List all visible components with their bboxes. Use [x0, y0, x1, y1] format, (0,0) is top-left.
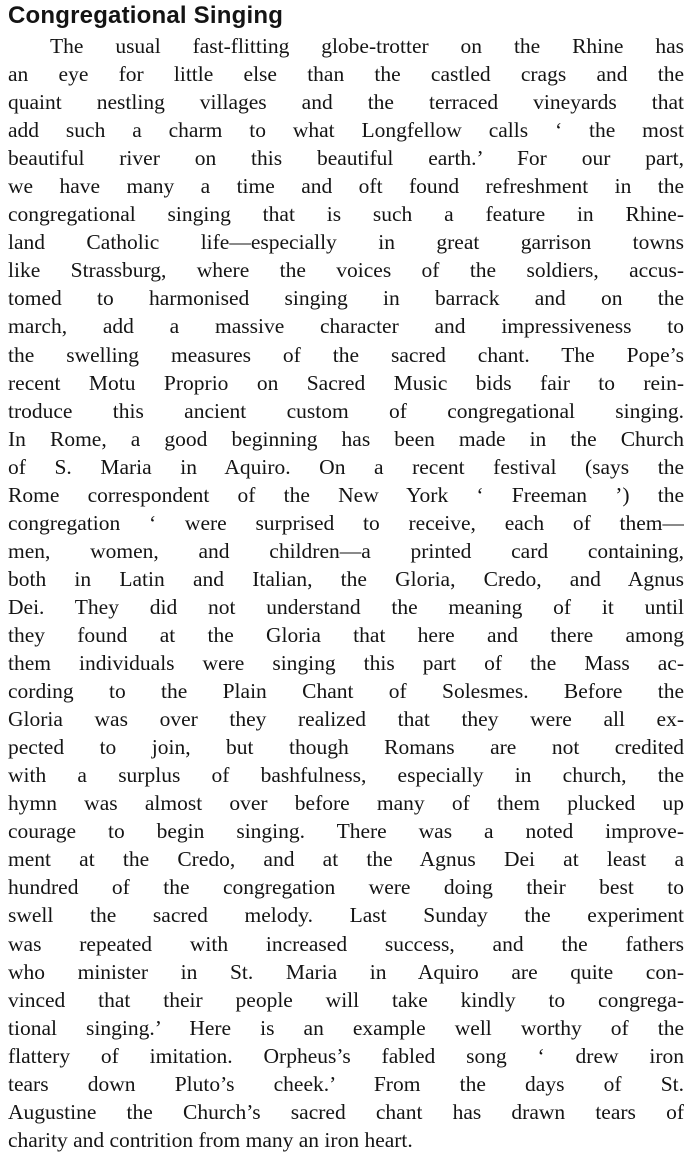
text-line: men, women, and children—a printed card containing, [8, 538, 684, 563]
text-line: was repeated with increased success, and the fathers [8, 931, 684, 956]
text-line: flattery of imitation. Orpheus’s fabled song ‘ drew iron [8, 1043, 684, 1068]
text-line: Augustine the Church’s sacred chant has drawn tears of [8, 1099, 684, 1124]
text-line: recent Motu Proprio on Sacred Music bids fair to rein- [8, 370, 684, 395]
text-line: The usual fast-flitting globe-trotter on the Rhine has [50, 34, 684, 58]
text-line: cording to the Plain Chant of Solesmes. Before the [8, 679, 684, 704]
text-line: tional singing.’ Here is an example well worthy of the [8, 1015, 684, 1040]
text-line: the swelling measures of the sacred chant. The Pope’s [8, 342, 684, 367]
text-line: hundred of the congregation were doing their best to [8, 875, 684, 900]
text-line: add such a charm to what Longfellow calls ‘ the most [8, 118, 684, 143]
text-line: hymn was almost over before many of them plucked up [8, 791, 684, 816]
text-line: land Catholic life—especially in great garrison towns [8, 230, 684, 255]
text-line: quaint nestling villages and the terraced vineyards that [8, 90, 684, 115]
text-line: troduce this ancient custom of congregational singing. [8, 398, 684, 423]
text-line: pected to join, but though Romans are not credited [8, 735, 684, 760]
text-line: charity and contrition from many an iron heart. [8, 1127, 413, 1152]
text-line: congregational singing that is such a feature in Rhine- [8, 202, 684, 227]
text-line: both in Latin and Italian, the Gloria, Credo, and Agnus [8, 566, 684, 591]
text-line: congregation ‘ were surprised to receive, each of them— [8, 510, 684, 535]
text-line: tears down Pluto’s cheek.’ From the days of St. [8, 1071, 684, 1096]
text-line: with a surplus of bashfulness, especially in church, the [8, 763, 684, 788]
text-line: of S. Maria in Aquiro. On a recent festival (says the [8, 454, 684, 479]
text-line: like Strassburg, where the voices of the soldiers, accus- [8, 258, 684, 283]
text-line: courage to begin singing. There was a noted improve- [8, 819, 684, 844]
text-line: them individuals were singing this part of the Mass ac- [8, 651, 684, 676]
text-line: Gloria was over they realized that they were all ex- [8, 707, 684, 732]
text-line: who minister in St. Maria in Aquiro are quite con- [8, 959, 684, 984]
article [8, 0, 684, 1154]
article-body [8, 32, 684, 1154]
text-line: swell the sacred melody. Last Sunday the experiment [8, 903, 684, 928]
text-line: In Rome, a good beginning has been made in the Church [8, 426, 684, 451]
text-line: we have many a time and oft found refreshment in the [8, 174, 684, 199]
text-line: they found at the Gloria that here and there among [8, 622, 684, 647]
text-line: an eye for little else than the castled crags and the [8, 62, 684, 87]
text-line: beautiful river on this beautiful earth.’ For our part, [8, 146, 684, 171]
article-title: Congregational Singing [8, 2, 284, 29]
text-line: Dei. They did not understand the meaning of it until [8, 594, 684, 619]
text-line: vinced that their people will take kindly to congrega- [8, 987, 684, 1012]
text-line: march, add a massive character and impressiveness to [8, 314, 684, 339]
text-line: tomed to harmonised singing in barrack and on the [8, 286, 684, 311]
text-line: Rome correspondent of the New York ‘ Freeman ’) the [8, 482, 684, 507]
text-line: ment at the Credo, and at the Agnus Dei at least a [8, 847, 684, 872]
